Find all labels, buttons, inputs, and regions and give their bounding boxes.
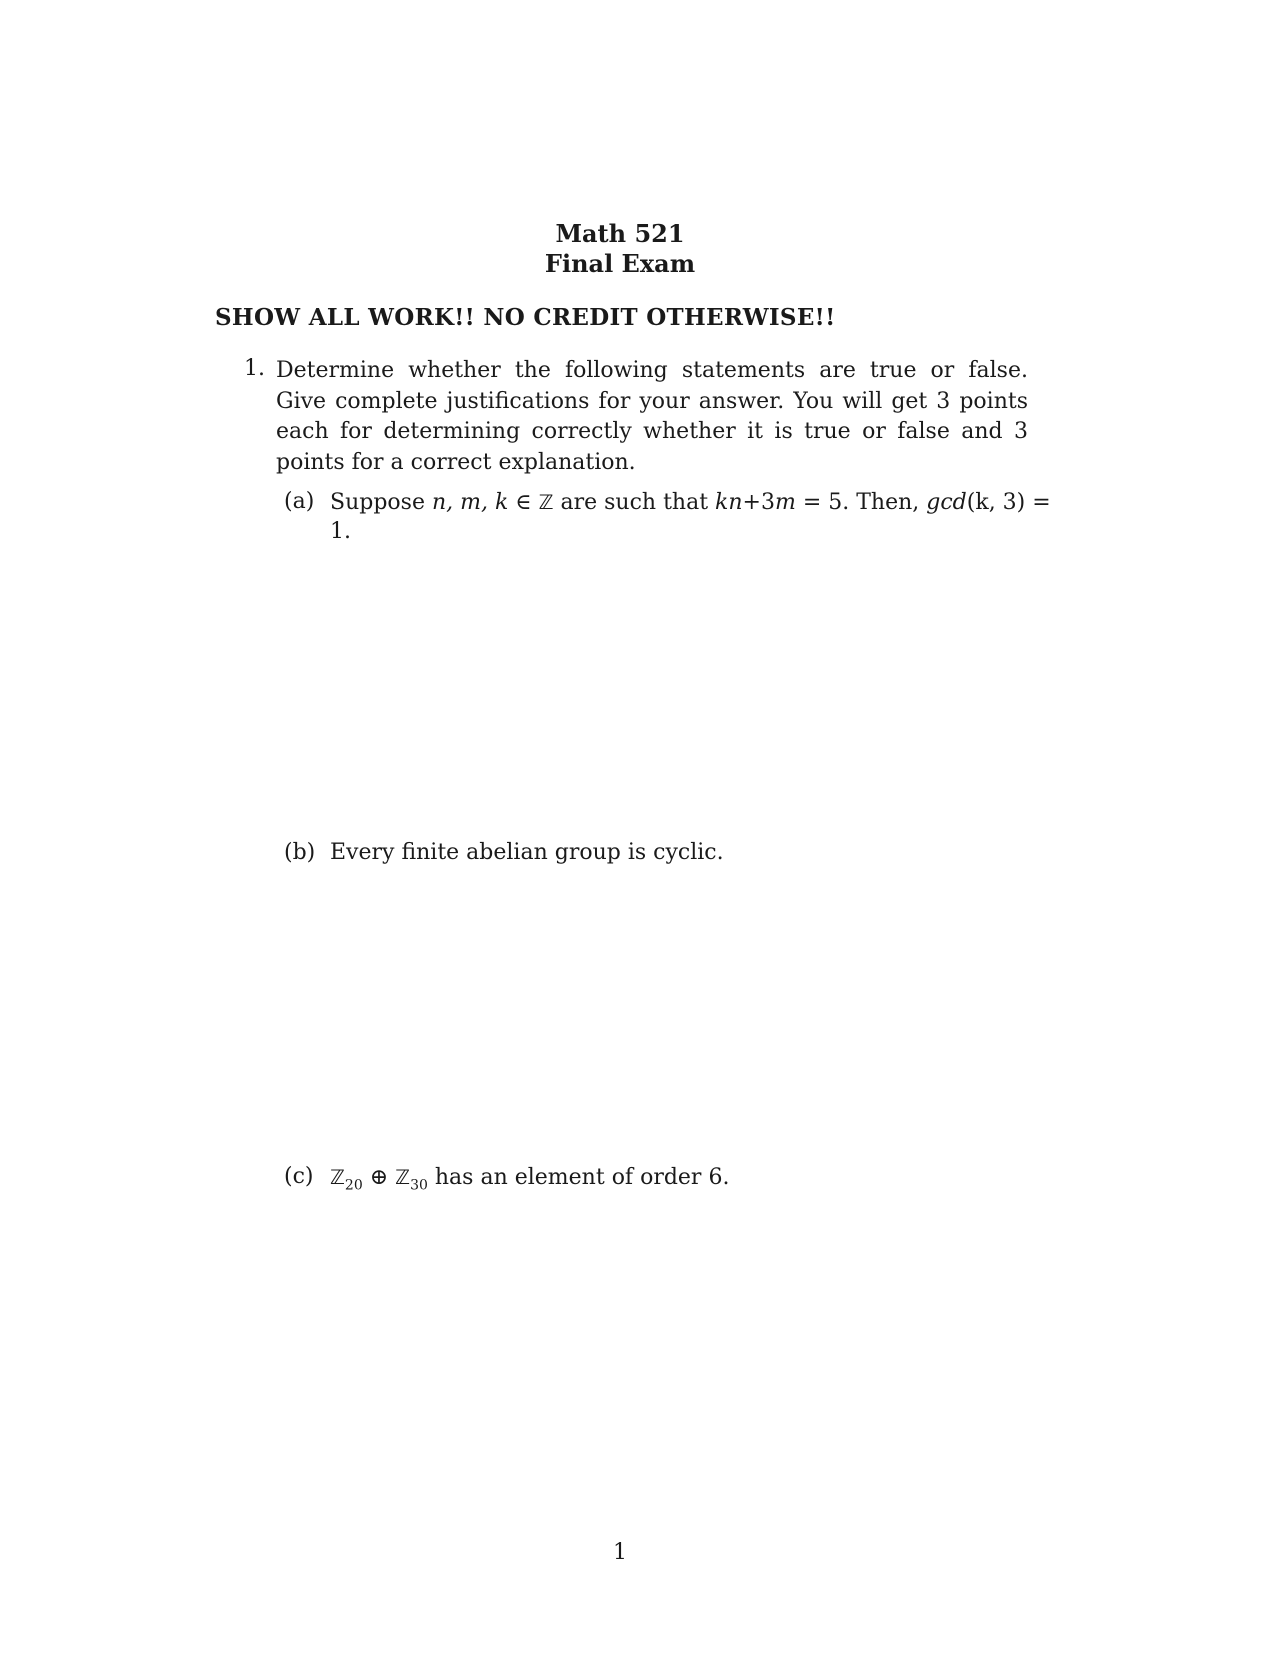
part-a-text: Suppose n, m, k ∈ ℤ are such that kn+3m = 5. Then, gcd(k, 3) = <box>330 490 1051 515</box>
part-b-label: (b) <box>284 840 316 865</box>
part-a-label: (a) <box>284 489 315 514</box>
part-b-text: Every finite abelian group is cyclic. <box>330 840 724 865</box>
part-c-label: (c) <box>284 1164 314 1189</box>
page-number: 1 <box>613 1540 627 1565</box>
part-a-continuation: 1. <box>330 519 351 544</box>
part-c-text: ℤ$_{20}$ ⊕ ℤ$_{30}$ has an element of order 6. <box>330 1165 730 1194</box>
exam-title: Final Exam <box>544 249 696 278</box>
question-text: Determine whether the following statements are true or false. Give complete justifications for your answer. You will get 3 points each for determining correctly whether it is true or false and 3 points for a correct explanation. <box>276 358 1028 475</box>
question-number: 1. <box>244 356 265 381</box>
instruction-heading: SHOW ALL WORK!! NO CREDIT OTHERWISE!! <box>215 304 836 331</box>
course-title: Math 521 <box>555 219 685 248</box>
